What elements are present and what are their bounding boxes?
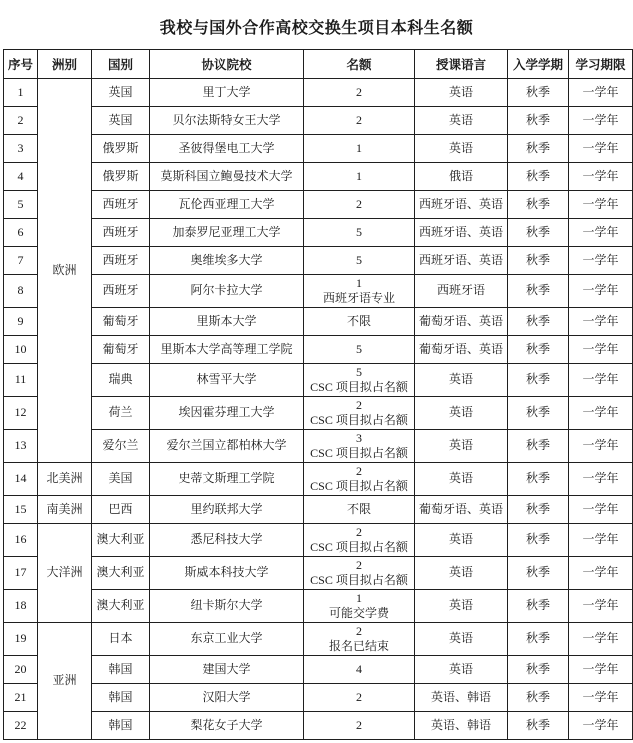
cell-semester: 秋季 xyxy=(508,557,569,590)
cell-quota-line: CSC 项目拟占名额 xyxy=(310,380,408,394)
cell-semester: 秋季 xyxy=(508,712,569,740)
cell-country: 英国 xyxy=(92,79,150,107)
cell-duration: 一学年 xyxy=(569,712,633,740)
cell-quota-line: 1 xyxy=(356,591,362,605)
cell-semester: 秋季 xyxy=(508,107,569,135)
cell-country: 日本 xyxy=(92,623,150,656)
cell-semester: 秋季 xyxy=(508,135,569,163)
cell-language: 英语 xyxy=(415,397,508,430)
cell-language: 英语、韩语 xyxy=(415,684,508,712)
cell-quota-line: 2 xyxy=(356,558,362,572)
cell-country: 爱尔兰 xyxy=(92,430,150,463)
cell-semester: 秋季 xyxy=(508,247,569,275)
cell-semester: 秋季 xyxy=(508,191,569,219)
table-row xyxy=(4,397,633,430)
cell-school: 梨花女子大学 xyxy=(150,712,304,740)
cell-duration: 一学年 xyxy=(569,107,633,135)
cell-index: 1 xyxy=(4,79,38,107)
cell-quota xyxy=(304,430,415,463)
cell-continent: 大洋洲 xyxy=(38,524,92,623)
cell-quota-line: 西班牙语专业 xyxy=(322,291,395,305)
col-header-country: 国别 xyxy=(92,50,150,79)
cell-quota-line: 2 xyxy=(356,113,362,127)
table-row xyxy=(4,191,633,219)
cell-country: 俄罗斯 xyxy=(92,163,150,191)
cell-duration: 一学年 xyxy=(569,623,633,656)
cell-duration: 一学年 xyxy=(569,135,633,163)
cell-school: 斯威本科技大学 xyxy=(150,557,304,590)
cell-quota xyxy=(304,684,415,712)
cell-school: 贝尔法斯特女王大学 xyxy=(150,107,304,135)
cell-language: 英语 xyxy=(415,107,508,135)
col-header-quota: 名额 xyxy=(304,50,415,79)
cell-quota-line: 2 xyxy=(356,525,362,539)
cell-school: 奥维埃多大学 xyxy=(150,247,304,275)
table-row xyxy=(4,463,633,496)
table-row xyxy=(4,430,633,463)
cell-country: 西班牙 xyxy=(92,275,150,308)
table-row xyxy=(4,135,633,163)
cell-duration: 一学年 xyxy=(569,163,633,191)
table-row xyxy=(4,557,633,590)
cell-quota-line: CSC 项目拟占名额 xyxy=(310,479,408,493)
cell-continent: 欧洲 xyxy=(38,79,92,463)
col-header-index: 序号 xyxy=(4,50,38,79)
table-row xyxy=(4,79,633,107)
page-title: 我校与国外合作高校交换生项目本科生名额 xyxy=(159,20,474,37)
table-row xyxy=(4,219,633,247)
cell-semester: 秋季 xyxy=(508,275,569,308)
cell-quota-line: CSC 项目拟占名额 xyxy=(310,573,408,587)
cell-language: 英语 xyxy=(415,430,508,463)
cell-semester: 秋季 xyxy=(508,79,569,107)
cell-quota-line: CSC 项目拟占名额 xyxy=(310,446,408,460)
table-row xyxy=(4,364,633,397)
cell-index: 18 xyxy=(4,590,38,623)
cell-school: 里斯本大学高等理工学院 xyxy=(150,336,304,364)
cell-semester: 秋季 xyxy=(508,656,569,684)
cell-duration: 一学年 xyxy=(569,275,633,308)
cell-language: 西班牙语 xyxy=(415,275,508,308)
cell-quota xyxy=(304,712,415,740)
cell-school: 史蒂文斯理工学院 xyxy=(150,463,304,496)
cell-school: 汉阳大学 xyxy=(150,684,304,712)
table-row xyxy=(4,684,633,712)
cell-quota xyxy=(304,308,415,336)
cell-index: 22 xyxy=(4,712,38,740)
cell-school: 建国大学 xyxy=(150,656,304,684)
cell-duration: 一学年 xyxy=(569,430,633,463)
cell-country: 韩国 xyxy=(92,712,150,740)
cell-quota-line: 2 xyxy=(356,398,362,412)
table-row xyxy=(4,336,633,364)
cell-duration: 一学年 xyxy=(569,191,633,219)
cell-semester: 秋季 xyxy=(508,430,569,463)
cell-quota-line: 2 xyxy=(356,197,362,211)
cell-quota xyxy=(304,219,415,247)
cell-quota-line: 5 xyxy=(356,342,362,356)
cell-quota xyxy=(304,397,415,430)
cell-semester: 秋季 xyxy=(508,684,569,712)
cell-school: 瓦伦西亚理工大学 xyxy=(150,191,304,219)
cell-quota-line: 4 xyxy=(356,662,362,676)
cell-index: 21 xyxy=(4,684,38,712)
cell-index: 3 xyxy=(4,135,38,163)
cell-index: 4 xyxy=(4,163,38,191)
cell-index: 15 xyxy=(4,496,38,524)
cell-quota-line: 2 xyxy=(356,85,362,99)
cell-quota xyxy=(304,463,415,496)
cell-school: 里斯本大学 xyxy=(150,308,304,336)
cell-index: 7 xyxy=(4,247,38,275)
cell-school: 阿尔卡拉大学 xyxy=(150,275,304,308)
cell-duration: 一学年 xyxy=(569,557,633,590)
cell-index: 17 xyxy=(4,557,38,590)
col-header-language: 授课语言 xyxy=(415,50,508,79)
cell-quota-line: 报名已结束 xyxy=(328,639,389,653)
cell-language: 英语 xyxy=(415,623,508,656)
cell-index: 20 xyxy=(4,656,38,684)
cell-country: 西班牙 xyxy=(92,191,150,219)
cell-quota xyxy=(304,557,415,590)
cell-duration: 一学年 xyxy=(569,219,633,247)
cell-country: 西班牙 xyxy=(92,247,150,275)
cell-school: 悉尼科技大学 xyxy=(150,524,304,557)
col-header-semester: 入学学期 xyxy=(508,50,569,79)
cell-quota xyxy=(304,79,415,107)
cell-quota-line: 1 xyxy=(356,169,362,183)
cell-language: 英语 xyxy=(415,135,508,163)
cell-duration: 一学年 xyxy=(569,364,633,397)
col-header-duration: 学习期限 xyxy=(569,50,633,79)
cell-language: 英语 xyxy=(415,590,508,623)
cell-language: 英语 xyxy=(415,656,508,684)
cell-language: 英语 xyxy=(415,364,508,397)
cell-country: 澳大利亚 xyxy=(92,557,150,590)
cell-index: 14 xyxy=(4,463,38,496)
cell-quota-line: 5 xyxy=(356,225,362,239)
table-row xyxy=(4,247,633,275)
cell-country: 韩国 xyxy=(92,656,150,684)
cell-quota xyxy=(304,247,415,275)
cell-index: 10 xyxy=(4,336,38,364)
exchange-quota-table xyxy=(3,49,633,740)
cell-semester: 秋季 xyxy=(508,308,569,336)
cell-quota-line: 不限 xyxy=(346,314,371,328)
cell-quota-line: 2 xyxy=(356,690,362,704)
cell-index: 5 xyxy=(4,191,38,219)
cell-quota xyxy=(304,496,415,524)
cell-quota-line: 2 xyxy=(356,718,362,732)
cell-quota xyxy=(304,163,415,191)
cell-country: 巴西 xyxy=(92,496,150,524)
cell-index: 12 xyxy=(4,397,38,430)
cell-index: 11 xyxy=(4,364,38,397)
cell-language: 英语、韩语 xyxy=(415,712,508,740)
cell-quota xyxy=(304,275,415,308)
cell-duration: 一学年 xyxy=(569,79,633,107)
cell-quota-line: 2 xyxy=(356,624,362,638)
table-row xyxy=(4,107,633,135)
cell-duration: 一学年 xyxy=(569,247,633,275)
cell-quota-line: 可能交学费 xyxy=(328,606,389,620)
cell-country: 葡萄牙 xyxy=(92,336,150,364)
cell-index: 9 xyxy=(4,308,38,336)
cell-duration: 一学年 xyxy=(569,684,633,712)
cell-quota xyxy=(304,524,415,557)
cell-continent: 南美洲 xyxy=(38,496,92,524)
cell-duration: 一学年 xyxy=(569,397,633,430)
cell-quota-line: 3 xyxy=(356,431,362,445)
cell-country: 英国 xyxy=(92,107,150,135)
cell-duration: 一学年 xyxy=(569,308,633,336)
cell-school: 里约联邦大学 xyxy=(150,496,304,524)
cell-language: 西班牙语、英语 xyxy=(415,191,508,219)
cell-quota xyxy=(304,191,415,219)
header-row xyxy=(4,50,633,79)
table-body xyxy=(4,79,633,740)
cell-duration: 一学年 xyxy=(569,656,633,684)
table-row xyxy=(4,623,633,656)
cell-quota xyxy=(304,590,415,623)
cell-language: 英语 xyxy=(415,557,508,590)
cell-school: 埃因霍芬理工大学 xyxy=(150,397,304,430)
cell-country: 澳大利亚 xyxy=(92,590,150,623)
col-header-continent: 洲别 xyxy=(38,50,92,79)
cell-school: 圣彼得堡电工大学 xyxy=(150,135,304,163)
cell-school: 林雪平大学 xyxy=(150,364,304,397)
cell-country: 瑞典 xyxy=(92,364,150,397)
cell-quota-line: 5 xyxy=(356,253,362,267)
cell-school: 加泰罗尼亚理工大学 xyxy=(150,219,304,247)
cell-country: 西班牙 xyxy=(92,219,150,247)
cell-index: 6 xyxy=(4,219,38,247)
cell-language: 俄语 xyxy=(415,163,508,191)
cell-country: 韩国 xyxy=(92,684,150,712)
cell-semester: 秋季 xyxy=(508,623,569,656)
cell-language: 葡萄牙语、英语 xyxy=(415,496,508,524)
table-row xyxy=(4,590,633,623)
cell-country: 荷兰 xyxy=(92,397,150,430)
cell-quota xyxy=(304,623,415,656)
cell-quota xyxy=(304,336,415,364)
cell-semester: 秋季 xyxy=(508,496,569,524)
cell-quota-line: 5 xyxy=(356,365,362,379)
cell-country: 葡萄牙 xyxy=(92,308,150,336)
cell-duration: 一学年 xyxy=(569,590,633,623)
cell-quota-line: CSC 项目拟占名额 xyxy=(310,540,408,554)
table-row xyxy=(4,308,633,336)
cell-duration: 一学年 xyxy=(569,496,633,524)
cell-language: 西班牙语、英语 xyxy=(415,219,508,247)
cell-school: 爱尔兰国立都柏林大学 xyxy=(150,430,304,463)
cell-school: 纽卡斯尔大学 xyxy=(150,590,304,623)
cell-school: 莫斯科国立鲍曼技术大学 xyxy=(150,163,304,191)
cell-index: 8 xyxy=(4,275,38,308)
cell-semester: 秋季 xyxy=(508,397,569,430)
table-row xyxy=(4,524,633,557)
cell-index: 16 xyxy=(4,524,38,557)
table-row xyxy=(4,496,633,524)
cell-language: 英语 xyxy=(415,524,508,557)
cell-country: 美国 xyxy=(92,463,150,496)
cell-index: 13 xyxy=(4,430,38,463)
cell-quota xyxy=(304,107,415,135)
cell-quota-line: 2 xyxy=(356,464,362,478)
cell-semester: 秋季 xyxy=(508,364,569,397)
table-row xyxy=(4,163,633,191)
cell-quota-line: 1 xyxy=(356,141,362,155)
cell-school: 里丁大学 xyxy=(150,79,304,107)
cell-language: 葡萄牙语、英语 xyxy=(415,308,508,336)
cell-language: 英语 xyxy=(415,79,508,107)
cell-quota-line: CSC 项目拟占名额 xyxy=(310,413,408,427)
cell-continent: 北美洲 xyxy=(38,463,92,496)
table-row xyxy=(4,275,633,308)
cell-continent: 亚洲 xyxy=(38,623,92,740)
cell-semester: 秋季 xyxy=(508,463,569,496)
cell-quota-line: 不限 xyxy=(346,502,371,516)
cell-semester: 秋季 xyxy=(508,590,569,623)
cell-quota xyxy=(304,135,415,163)
table-row xyxy=(4,712,633,740)
cell-index: 2 xyxy=(4,107,38,135)
cell-semester: 秋季 xyxy=(508,336,569,364)
cell-semester: 秋季 xyxy=(508,524,569,557)
cell-duration: 一学年 xyxy=(569,524,633,557)
cell-quota xyxy=(304,656,415,684)
cell-language: 西班牙语、英语 xyxy=(415,247,508,275)
cell-country: 俄罗斯 xyxy=(92,135,150,163)
cell-semester: 秋季 xyxy=(508,163,569,191)
cell-duration: 一学年 xyxy=(569,336,633,364)
table-row xyxy=(4,656,633,684)
cell-quota-line: 1 xyxy=(356,276,362,290)
cell-language: 英语 xyxy=(415,463,508,496)
cell-language: 葡萄牙语、英语 xyxy=(415,336,508,364)
cell-country: 澳大利亚 xyxy=(92,524,150,557)
cell-duration: 一学年 xyxy=(569,463,633,496)
cell-index: 19 xyxy=(4,623,38,656)
cell-school: 东京工业大学 xyxy=(150,623,304,656)
cell-semester: 秋季 xyxy=(508,219,569,247)
cell-quota xyxy=(304,364,415,397)
col-header-school: 协议院校 xyxy=(150,50,304,79)
